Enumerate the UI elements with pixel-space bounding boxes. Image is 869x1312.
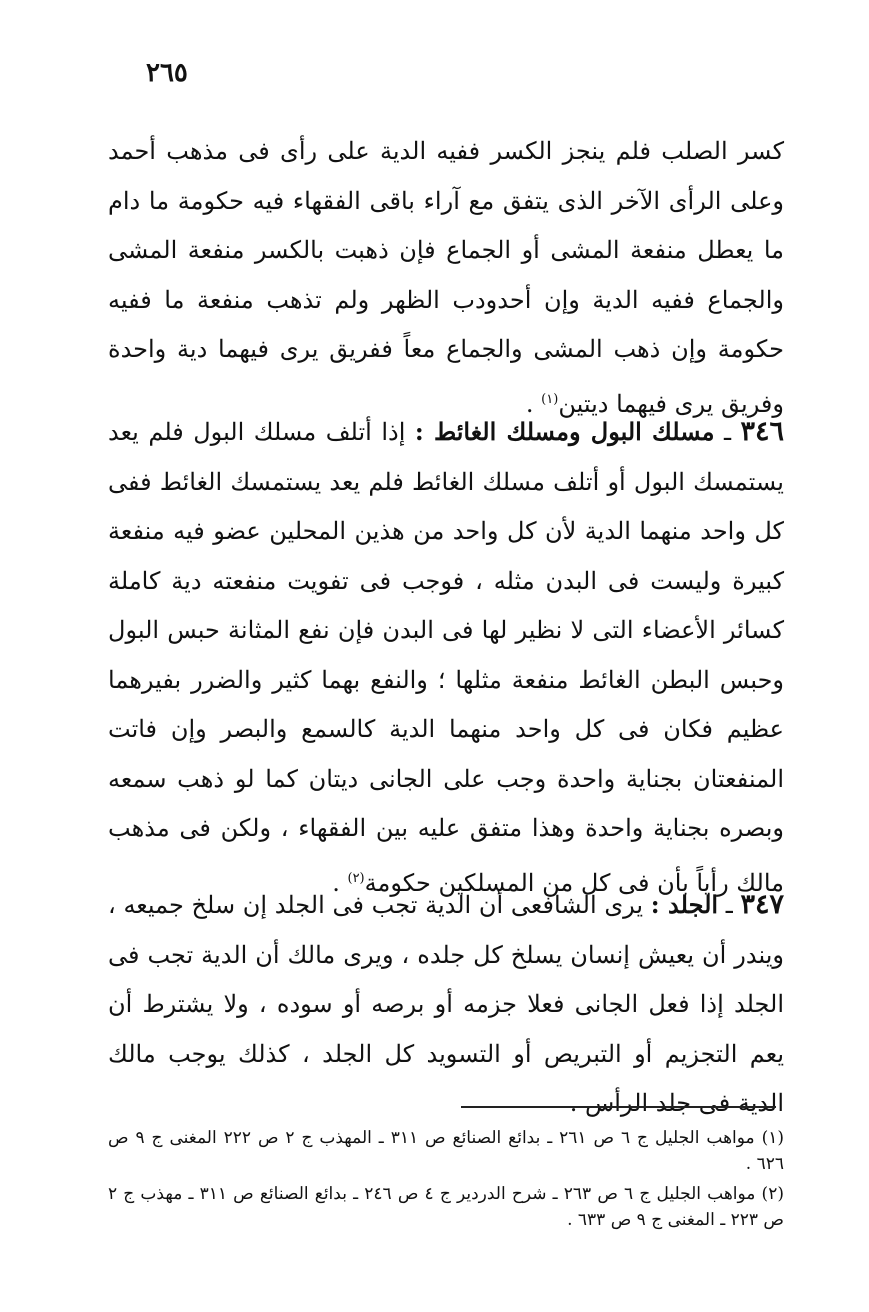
footnotes: [108, 1125, 784, 1237]
section-347-paragraph: ٣٤٧ ـ الجلد : يرى الشافعى أن الدية تجب فى الجلد إن سلخ جميعه ، ويندر أن يعيش إنسان يسلخ كل جلده ، ويرى مالك أن الدية تجب فى الجلد إذا فعل الجانى فعلا جزمه أو برصه أو سوده ، ولا يشترط أن يعم التجزيم أو التبريص أو التسويد كل الجلد ، كذلك يوجب مالك الدية فى جلد الرأس .: [108, 889, 785, 1117]
section-title: مسلك البول ومسلك الغائط :: [414, 417, 715, 446]
section-number: ٣٤٧: [740, 889, 784, 920]
paragraph-spine-fracture: كسر الصلب فلم ينجز الكسر ففيه الدية على رأى فى مذهب أحمد وعلى الرأى الآخر الذى يتفق مع آراء باقى الفقهاء فيه حكومة ما دام ما يعطل منفعة المشى أو الجماع فإن ذهبت بالكسر منفعة المشى والجماع ففيه الدية وإن أحدودب الظهر ولم تذهب منفعة ما ففيه حكومة وإن ذهب المشى والجماع معاً ففريق يرى فيهما دية واحدة وفريق يرى فيهما ديتين$^{(١)}$ .: [108, 137, 784, 418]
footnote-ref: (١): [541, 391, 559, 407]
section-number: ٣٤٦: [740, 416, 784, 447]
footnote-1: (١) مواهب الجليل ج ٦ ص ٢٦١ ـ بدائع الصنائع ص ٣١١ ـ المهذب ج ٢ ص ٢٢٢ المغنى ج ٩ ص ٦٢٦ .: [108, 1128, 784, 1174]
section-346-paragraph: ٣٤٦ ـ مسلك البول ومسلك الغائط : إذا أتلف مسلك البول فلم يعد يستمسك البول أو أتلف مسلك الغائط فلم يعد يستمسك الغائط ففى كل واحد منهما الدية لأن كل واحد من هذين المحلين عضو فيه منفعة كبيرة وليست فى البدن مثله ، فوجب فى تفويت منفعته دية كاملة كسائر الأعضاء التى لا نظير لها فى البدن فإن نفع المثانة حبس البول وحبس البطن الغائط منفعة مثلها ؛ والنفع بهما كثير والضرر بفيرهما عظيم فكان فى كل واحد منهما الدية كالسمع والبصر وإن فاتت المنفعتان بجناية واحدة وجب على الجانى ديتان كما لو ذهب سمعه وبصره بجناية واحدة وهذا متفق عليه بين الفقهاء ، ولكن فى مذهب مالك رأياً بأن فى كل من المسلكين حكومة$^{(٢)}$ .: [108, 416, 784, 897]
section-title: الجلد :: [650, 890, 719, 919]
paragraph-text: إذا أتلف مسلك البول فلم يعد يستمسك البول أو أتلف مسلك الغائط فلم يعد يستمسك الغائط ففى كل واحد منهما الدية لأن كل واحد من هذين المحلين عضو فيه منفعة كبيرة وليست فى البدن مثله ، فوجب فى تفويت منفعته دية كاملة كسائر الأعضاء التى لا نظير لها فى البدن فإن نفع المثانة حبس البول وحبس البطن الغائط منفعة مثلها ؛ والنفع بهما كثير والضرر بفيرهما عظيم فكان فى كل واحد منهما الدية كالسمع والبصر وإن فاتت المنفعتان بجناية واحدة وجب على الجانى ديتان كما لو ذهب سمعه وبصره بجناية واحدة وهذا متفق عليه بين الفقهاء ، ولكن فى مذهب مالك رأياً بأن فى كل من المسلكين حكومة: [108, 418, 784, 897]
page-number: ٢٦٥: [146, 58, 188, 88]
footnote-ref: (٢): [347, 870, 365, 886]
paragraph-text: كسر الصلب فلم ينجز الكسر ففيه الدية على رأى فى مذهب أحمد وعلى الرأى الآخر الذى يتفق مع آراء باقى الفقهاء فيه حكومة ما دام ما يعطل منفعة المشى أو الجماع فإن ذهبت بالكسر منفعة المشى والجماع ففيه الدية وإن أحدودب الظهر ولم تذهب منفعة ما ففيه حكومة وإن ذهب المشى والجماع معاً ففريق يرى فيهما دية واحدة وفريق يرى فيهما ديتين: [108, 137, 784, 418]
footnote-2: (٢) مواهب الجليل ج ٦ ص ٢٦٣ ـ شرح الدردير ج ٤ ص ٢٤٦ ـ بدائع الصنائع ص ٣١١ ـ مهذب ج ٢ ص ٢٢٣ ـ المغنى ج ٩ ص ٦٣٣ .: [108, 1184, 784, 1230]
paragraph-text: يرى الشافعى أن الدية تجب فى الجلد إن سلخ جميعه ، ويندر أن يعيش إنسان يسلخ كل جلده ، ويرى مالك أن الدية تجب فى الجلد إذا فعل الجانى فعلا جزمه أو برصه أو سوده ، ولا يشترط أن يعم التجزيم أو التبريص أو التسويد كل الجلد ، كذلك يوجب مالك الدية فى جلد الرأس .: [108, 891, 785, 1117]
footnote-divider: [461, 1106, 776, 1108]
